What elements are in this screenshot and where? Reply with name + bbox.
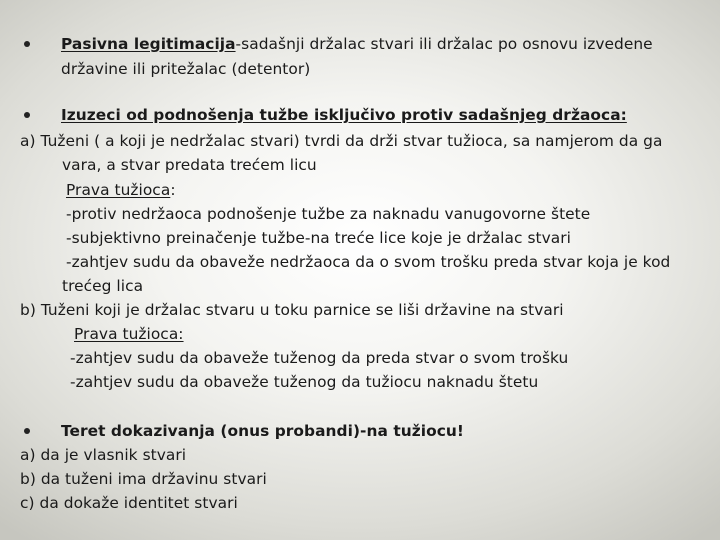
section1-text: -sadašnji držalac stvari ili držalac po osnovu izvedene: [235, 35, 653, 53]
section2-a-item2: -subjektivno preinačenje tužbe-na treće lice koje je držalac stvari: [66, 229, 571, 247]
prava-tuzioca-label: Prava tužioca: [66, 181, 171, 199]
section2-heading: Izuzeci od podnošenja tužbe isključivo protiv sadašnjeg držaoca:: [61, 106, 627, 124]
section3-item-a: a) da je vlasnik stvari: [20, 446, 187, 464]
section3-item-b: b) da tuženi ima državinu stvari: [20, 470, 267, 488]
section2-a-line2: vara, a stvar predata trećem licu: [62, 156, 317, 174]
section2-a-item3-line2: trećeg lica: [62, 277, 144, 295]
section2-b-line1: b) Tuženi koji je držalac stvaru u toku parnice se liši državine na stvari: [20, 301, 564, 319]
section2-a-prava: [66, 180, 176, 200]
section2-b-item1: -zahtjev sudu da obaveže tuženog da preda stvar o svom trošku: [70, 349, 569, 367]
section3-item-c: c) da dokaže identitet stvari: [20, 494, 238, 512]
bullet-icon: [24, 112, 30, 118]
section3-heading: Teret dokazivanja (onus probandi)-na tužiocu!: [61, 422, 464, 440]
prava-colon: :: [170, 181, 176, 199]
section1-heading: Pasivna legitimacija: [61, 35, 236, 53]
section2-a-line1: a) Tuženi ( a koji je nedržalac stvari) tvrdi da drži stvar tužioca, sa namjerom da ga: [20, 132, 663, 150]
section2-a-item3-line1: -zahtjev sudu da obaveže nedržaoca da o svom trošku preda stvar koja je kod: [66, 253, 671, 271]
section2-a-item1: -protiv nedržaoca podnošenje tužbe za naknadu vanugovorne štete: [66, 205, 591, 223]
bullet-icon: [24, 41, 30, 47]
section2-b-prava: Prava tužioca:: [74, 325, 184, 343]
section2-b-item2: -zahtjev sudu da obaveže tuženog da tužiocu naknadu štetu: [70, 373, 539, 391]
bullet-icon: [24, 428, 30, 434]
section1-line2: državine ili pritežalac (detentor): [61, 60, 311, 78]
section1-line1: [61, 34, 653, 54]
